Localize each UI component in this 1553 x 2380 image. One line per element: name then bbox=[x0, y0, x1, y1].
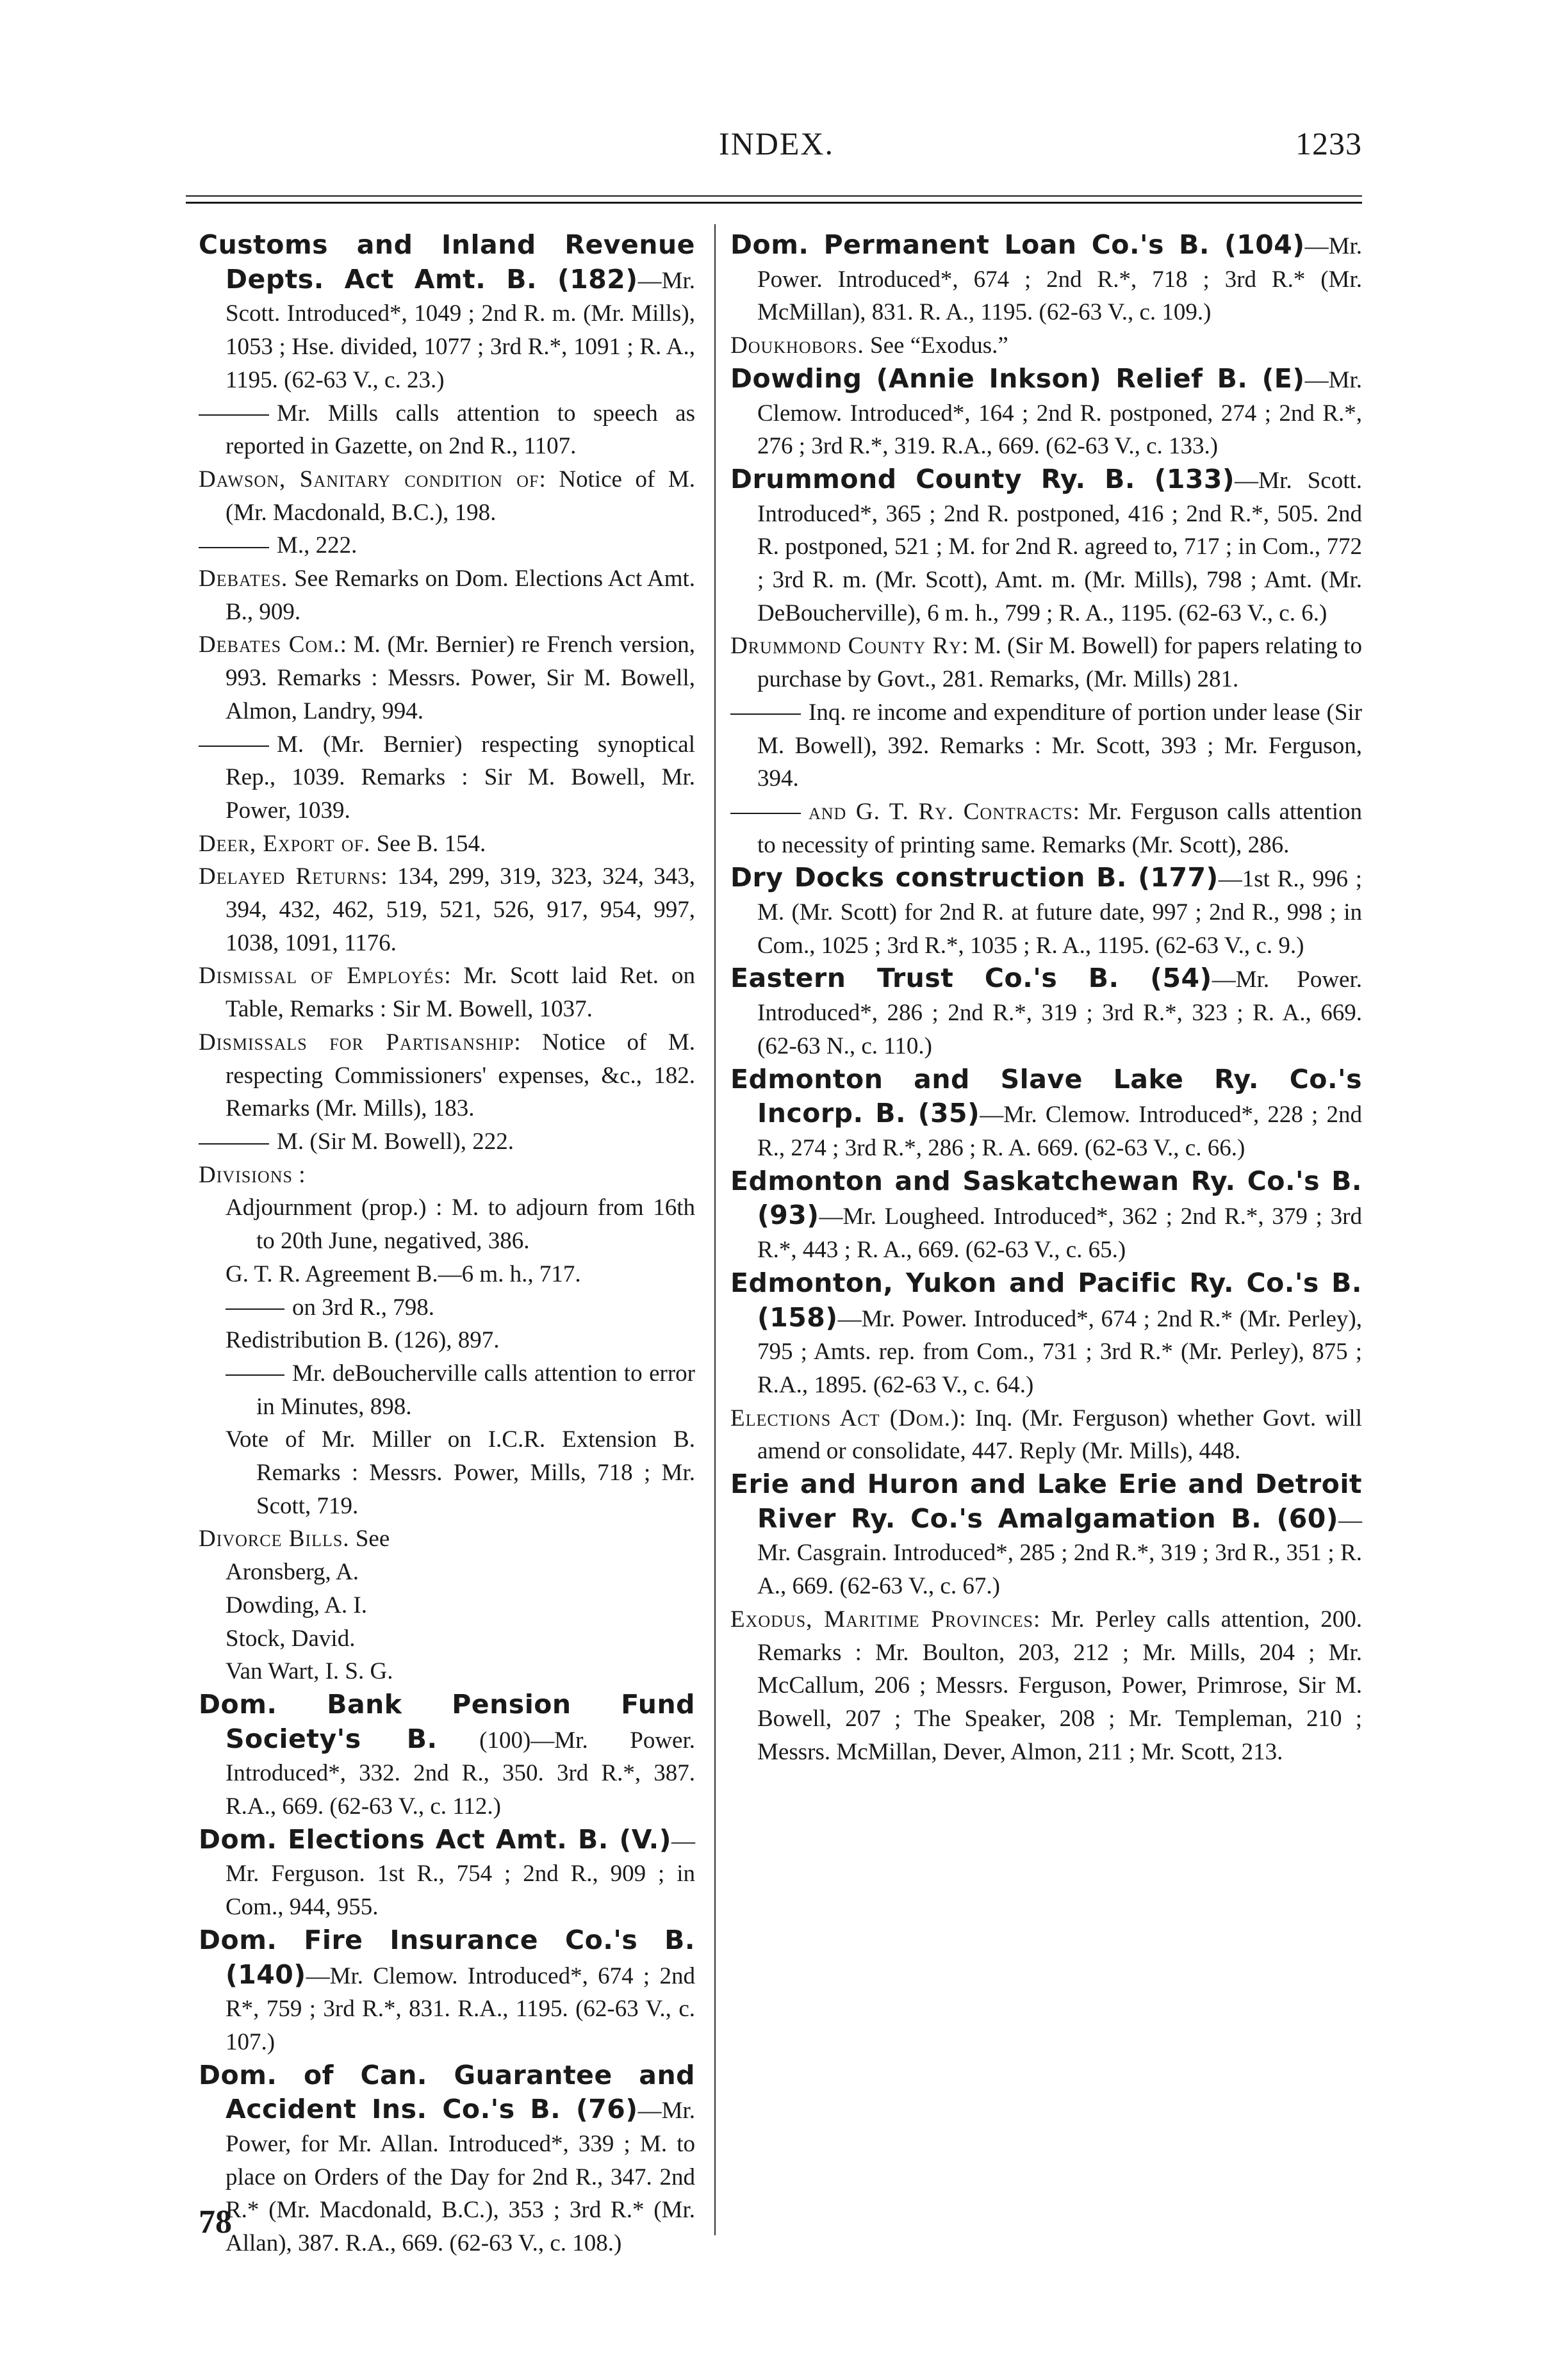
entry-text: M. (Mr. Bernier) respecting synoptical Rep., 1039. Remarks : Sir M. Bowell, Mr. Power, 1039. bbox=[226, 731, 695, 824]
entry-text: : M. (Sir M. Bowell) for papers relating to purchase by Govt., 281. Remarks, (Mr. Mills) 281. bbox=[757, 633, 1362, 693]
index-entry bbox=[199, 1688, 695, 1823]
index-entry bbox=[199, 728, 695, 827]
entry-text: M., 222. bbox=[277, 532, 357, 559]
entry-text: —Mr. Scott. Introduced*, 1049 ; 2nd R. m. (Mr. Mills), 1053 ; Hse. divided, 1077 ; 3rd R.*, 1091 ; R. A., 1195. (62-63 V., c. 23.) bbox=[226, 267, 695, 393]
entry-heading: Drummond County Ry. B. (133) bbox=[730, 463, 1235, 494]
entry-heading: Dom. Permanent Loan Co.'s B. (104) bbox=[730, 229, 1305, 260]
index-entry bbox=[730, 229, 1362, 329]
entry-heading: Debates Com. bbox=[199, 632, 340, 658]
entry-heading: Divisions bbox=[199, 1161, 293, 1188]
header-rule-thin bbox=[186, 195, 1362, 197]
index-entry bbox=[199, 1324, 695, 1357]
index-entry bbox=[199, 562, 695, 628]
ditto-dash bbox=[199, 547, 269, 548]
header-rule-thick bbox=[186, 202, 1362, 204]
entry-heading: Edmonton, Yukon and Pacific Ry. Co.'s B. (158) bbox=[730, 1267, 1362, 1333]
entry-text: : 134, 299, 319, 323, 324, 343, 394, 432, 462, 519, 521, 526, 917, 954, 997, 1038, 1091, 1176. bbox=[226, 863, 696, 956]
index-entry bbox=[199, 1655, 695, 1688]
index-entry bbox=[199, 1191, 695, 1257]
index-entry bbox=[730, 696, 1362, 795]
entry-text: (100)—Mr. Power. Introduced*, 332. 2nd R., 350. 3rd R.*, 387. R.A., 669. (62-63 V., c. 112.) bbox=[226, 1727, 695, 1820]
entry-text: —Mr. Clemow. Introduced*, 228 ; 2nd R., 274 ; 3rd R.*, 286 ; R. A. 669. (62-63 V., c. 66.) bbox=[757, 1102, 1362, 1161]
entry-text: —Mr. Power. Introduced*, 286 ; 2nd R.*, 319 ; 3rd R.*, 323 ; R. A., 669. (62-63 N., c. 110.) bbox=[757, 966, 1362, 1059]
entry-text: Adjournment (prop.) : M. to adjourn from 16th to 20th June, negatived, 386. bbox=[226, 1194, 695, 1255]
index-entry bbox=[199, 1423, 695, 1522]
entry-text: Mr. Mills calls attention to speech as reported in Gazette, on 2nd R., 1107. bbox=[226, 400, 695, 460]
entry-text: : M. (Mr. Bernier) re French version, 993. Remarks : Messrs. Power, Sir M. Bowell, Almon, Landry, 994. bbox=[226, 632, 696, 724]
entry-text: : Notice of M. (Mr. Macdonald, B.C.), 198. bbox=[226, 466, 695, 526]
entry-heading: Dom. Bank Pension Fund Society's B. bbox=[199, 1688, 695, 1754]
ditto-dash bbox=[226, 1308, 284, 1310]
entry-heading: Erie and Huron and Lake Erie and Detroit River Ry. Co.'s Amalgamation B. (60) bbox=[730, 1469, 1362, 1534]
entry-text: See bbox=[349, 1526, 390, 1553]
signature-mark: 78 bbox=[199, 2204, 232, 2240]
index-entry bbox=[730, 1402, 1362, 1468]
page-number: 1233 bbox=[1295, 126, 1362, 161]
index-entry bbox=[199, 463, 695, 529]
entry-text: —1st R., 996 ; M. (Mr. Scott) for 2nd R. at future date, 997 ; 2nd R., 998 ; in Com., 1025 ; 3rd R.*, 1035 ; R. A., 1195. (62-63 V., c. 9.) bbox=[757, 866, 1362, 959]
index-entry bbox=[199, 529, 695, 562]
index-entry bbox=[199, 1291, 695, 1324]
index-entry bbox=[199, 1159, 695, 1192]
index-entry bbox=[199, 1258, 695, 1291]
entry-text: Redistribution B. (126), 897. bbox=[226, 1327, 500, 1354]
entry-heading: Dawson, Sanitary condition of bbox=[199, 466, 539, 493]
entry-heading: Delayed Returns bbox=[199, 863, 381, 890]
entry-text: —Mr. Clemow. Introduced*, 674 ; 2nd R*, 759 ; 3rd R.*, 831. R.A., 1195. (62-63 V., c. 107.) bbox=[226, 1962, 695, 2055]
entry-heading: Dom. of Can. Guarantee and Accident Ins. Co.'s B. (76) bbox=[199, 2059, 695, 2125]
index-entry bbox=[199, 1924, 695, 2059]
entry-heading: Deer, Export of. bbox=[199, 830, 371, 857]
ditto-dash bbox=[730, 813, 801, 814]
entry-heading: Eastern Trust Co.'s B. (54) bbox=[730, 963, 1212, 994]
entry-text: —Mr. Ferguson. 1st R., 754 ; 2nd R., 909 ; in Com., 944, 955. bbox=[226, 1827, 695, 1921]
index-entry bbox=[730, 1165, 1362, 1267]
index-entry bbox=[199, 1823, 695, 1924]
index-entry bbox=[730, 463, 1362, 630]
entry-text: : bbox=[292, 1161, 306, 1188]
entry-text: Vote of Mr. Miller on I.C.R. Extension B. Remarks : Messrs. Power, Mills, 718 ; Mr. Scott, 719. bbox=[226, 1426, 695, 1519]
entry-heading: Dowding (Annie Inkson) Relief B. (E) bbox=[730, 363, 1305, 394]
index-entry bbox=[730, 1468, 1362, 1603]
ditto-dash bbox=[199, 1143, 269, 1145]
entry-heading: Dismissals for Partisanship bbox=[199, 1029, 514, 1056]
index-entry bbox=[199, 1026, 695, 1125]
entry-text: M. (Sir M. Bowell), 222. bbox=[277, 1128, 514, 1155]
entry-text: See “Exodus.” bbox=[864, 332, 1008, 359]
index-entry bbox=[199, 1589, 695, 1622]
entry-text: Stock, David. bbox=[226, 1625, 356, 1652]
entry-text: : Mr. Ferguson calls attention to necessity of printing same. Remarks (Mr. Scott), 286. bbox=[757, 798, 1363, 858]
ditto-dash bbox=[226, 1374, 284, 1376]
entry-heading: and G. T. Ry. Contracts bbox=[809, 798, 1073, 825]
entry-text: Mr. deBoucherville calls attention to error in Minutes, 898. bbox=[256, 1360, 695, 1420]
index-entry bbox=[199, 628, 695, 728]
ditto-dash bbox=[199, 746, 269, 747]
index-entry bbox=[199, 397, 695, 463]
entry-text: Dowding, A. I. bbox=[226, 1592, 367, 1618]
entry-text: : Mr. Scott laid Ret. on Table, Remarks : Sir M. Bowell, 1037. bbox=[226, 963, 695, 1023]
entry-text: Aronsberg, A. bbox=[226, 1559, 359, 1586]
entry-text: —Mr. Power, for Mr. Allan. Introduced*, 339 ; M. to place on Orders of the Day for 2nd R., 347. 2nd R.* (Mr. Macdonald, B.C.), 353 ; 3rd R.* (Mr. Allan), 387. R.A., 669. (62-63 V., c. 108.) bbox=[226, 2098, 695, 2257]
entry-text: on 3rd R., 798. bbox=[292, 1294, 434, 1321]
entry-text: Inq. re income and expenditure of portion under lease (Sir M. Bowell), 392. Remarks : Mr. Scott, 393 ; Mr. Ferguson, 394. bbox=[757, 699, 1362, 792]
entry-text: Van Wart, I. S. G. bbox=[226, 1658, 393, 1685]
index-entry bbox=[730, 630, 1362, 696]
entry-heading: Dom. Elections Act Amt. B. (V.) bbox=[199, 1823, 671, 1855]
entry-text: : Mr. Perley calls attention, 200. Remarks : Mr. Boulton, 203, 212 ; Mr. Mills, 204 ; Mr. McCallum, 206 ; Messrs. Ferguson, Power, Primrose, Sir M. Bowell, 207 ; The Speaker, 208 ; Mr. Templeman, 210 ; Messrs. McMillan, Dever, Almon, 211 ; Mr. Scott, 213. bbox=[757, 1606, 1362, 1765]
entry-heading: Edmonton and Saskatchewan Ry. Co.'s B. (93) bbox=[730, 1165, 1362, 1231]
entry-heading: Customs and Inland Revenue Depts. Act Amt. B. (182) bbox=[199, 229, 695, 295]
entry-heading: Dismissal of Employés bbox=[199, 963, 445, 990]
entry-heading: Elections Act (Dom.) bbox=[730, 1405, 960, 1431]
column-divider bbox=[714, 224, 716, 2235]
index-entry bbox=[199, 1357, 695, 1423]
entry-heading: Dom. Fire Insurance Co.'s B. (140) bbox=[199, 1924, 695, 1990]
index-entry bbox=[199, 1622, 695, 1656]
entry-heading: Exodus, Maritime Provinces bbox=[730, 1606, 1034, 1633]
entry-heading: Dry Docks construction B. (177) bbox=[730, 862, 1219, 893]
entry-heading: Divorce Bills. bbox=[199, 1526, 350, 1553]
entry-text: —Mr. Scott. Introduced*, 365 ; 2nd R. postponed, 416 ; 2nd R.*, 505. 2nd R. postponed, 521 ; M. for 2nd R. agreed to, 717 ; in Com., 772 ; 3rd R. m. (Mr. Scott), Amt. m. (Mr. Mills), 798 ; Amt. (Mr. DeBoucherville), 6 m. h., 799 ; R. A., 1195. (62-63 V., c. 6.) bbox=[757, 467, 1363, 626]
entry-heading: Debates. bbox=[199, 566, 288, 592]
entry-text: G. T. R. Agreement B.—6 m. h., 717. bbox=[226, 1260, 581, 1287]
ditto-dash bbox=[199, 414, 269, 416]
index-entry bbox=[199, 860, 695, 959]
page-title: INDEX. bbox=[718, 126, 835, 161]
entry-text: —Mr. Casgrain. Introduced*, 285 ; 2nd R.*, 319 ; 3rd R., 351 ; R. A., 669. (62-63 V., c. 67.) bbox=[757, 1506, 1362, 1600]
entry-heading: Drummond County Ry bbox=[730, 633, 962, 660]
index-column-right bbox=[730, 229, 1362, 1768]
index-entry bbox=[730, 1267, 1362, 1402]
entry-text: —Mr. Lougheed. Introduced*, 362 ; 2nd R.*, 379 ; 3rd R.*, 443 ; R. A., 669. (62-63 V., c. 65.) bbox=[757, 1203, 1362, 1264]
index-entry bbox=[730, 1603, 1362, 1769]
index-column-left bbox=[199, 229, 695, 2260]
index-entry bbox=[730, 363, 1362, 463]
entry-text: See Remarks on Dom. Elections Act Amt. B., 909. bbox=[226, 566, 695, 625]
entry-text: —Mr. Clemow. Introduced*, 164 ; 2nd R. postponed, 274 ; 2nd R.*, 276 ; 3rd R.*, 319. R.A., 669. (62-63 V., c. 133.) bbox=[757, 366, 1362, 460]
ditto-dash bbox=[730, 713, 801, 715]
index-entry bbox=[730, 1063, 1362, 1165]
index-entry bbox=[730, 329, 1362, 363]
entry-heading: Doukhobors. bbox=[730, 332, 864, 359]
index-entry bbox=[730, 861, 1362, 962]
entry-text: See B. 154. bbox=[370, 830, 486, 857]
index-entry bbox=[199, 229, 695, 397]
entry-text: : Notice of M. respecting Commissioners' expenses, &c., 182. Remarks (Mr. Mills), 183. bbox=[226, 1029, 696, 1122]
entry-text: : Inq. (Mr. Ferguson) whether Govt. will amend or consolidate, 447. Reply (Mr. Mills), 448. bbox=[757, 1405, 1362, 1465]
index-entry bbox=[199, 1556, 695, 1589]
index-entry bbox=[199, 827, 695, 861]
index-entry bbox=[199, 1125, 695, 1159]
index-entry bbox=[199, 959, 695, 1025]
index-entry bbox=[199, 2059, 695, 2260]
entry-heading: Edmonton and Slave Lake Ry. Co.'s Incorp. B. (35) bbox=[730, 1063, 1362, 1129]
index-entry bbox=[730, 795, 1362, 861]
index-entry bbox=[199, 1522, 695, 1556]
entry-text: —Mr. Power. Introduced*, 674 ; 2nd R.* (Mr. Perley), 795 ; Amts. rep. from Com., 731 ; 3rd R.* (Mr. Perley), 875 ; R.A., 1895. (62-63 V., c. 64.) bbox=[757, 1305, 1362, 1398]
entry-text: —Mr. Power. Introduced*, 674 ; 2nd R.*, 718 ; 3rd R.* (Mr. McMillan), 831. R. A., 1195. (62-63 V., c. 109.) bbox=[757, 233, 1362, 326]
index-entry bbox=[730, 962, 1362, 1063]
